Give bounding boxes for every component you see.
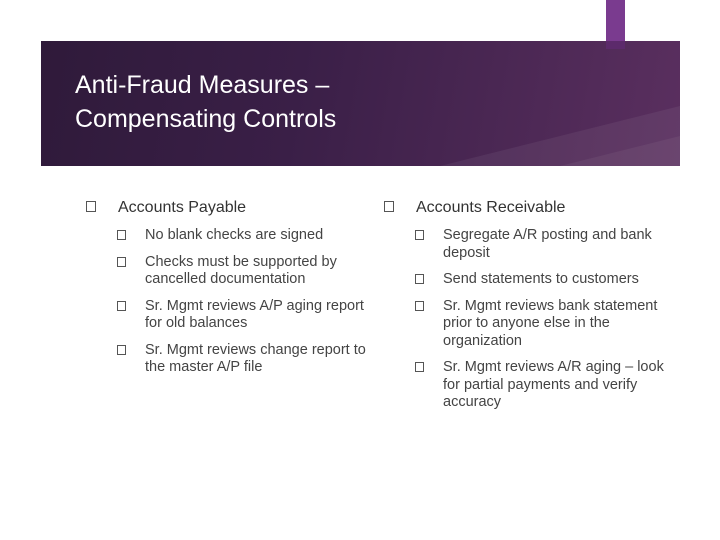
banner-decoration-inner [560, 136, 680, 166]
square-bullet-icon [415, 274, 424, 284]
slide-title-line2: Compensating Controls [75, 105, 337, 133]
list-item-text: No blank checks are signed [145, 227, 324, 243]
accent-bar [606, 0, 625, 41]
square-bullet-icon [415, 362, 424, 372]
list-item [86, 227, 366, 245]
square-bullet-icon [415, 301, 424, 311]
list-item-text: Sr. Mgmt reviews bank statement prior to anyone else in the organization [443, 297, 658, 349]
heading-label: Accounts Payable [118, 199, 247, 216]
list-item [86, 298, 366, 333]
list-item-text: Sr. Mgmt reviews A/R aging – look for partial payments and verify accuracy [443, 359, 664, 410]
column-heading [86, 197, 366, 219]
list-item [384, 298, 674, 351]
square-bullet-icon [384, 201, 394, 212]
square-bullet-icon [117, 301, 126, 311]
list-item-text: Sr. Mgmt reviews change report to the master A/P file [145, 341, 366, 375]
square-bullet-icon [117, 230, 126, 240]
slide-title-line1: Anti-Fraud Measures – [75, 71, 330, 99]
accounts-payable-column [86, 197, 366, 386]
accounts-receivable-column [384, 197, 674, 421]
slide-title [75, 68, 495, 136]
accent-bar-lower [606, 41, 625, 49]
list-item-text: Sr. Mgmt reviews A/P aging report for old balances [145, 297, 364, 331]
square-bullet-icon [86, 201, 96, 212]
list-item-text: Segregate A/R posting and bank deposit [443, 227, 652, 261]
list-item-text: Checks must be supported by cancelled documentation [145, 253, 337, 287]
list-item [384, 271, 674, 289]
list-item-text: Send statements to customers [443, 271, 639, 287]
square-bullet-icon [117, 257, 126, 267]
column-heading [384, 197, 674, 219]
list-item [86, 254, 366, 289]
list-item [86, 342, 366, 377]
square-bullet-icon [117, 345, 126, 355]
heading-label: Accounts Receivable [416, 199, 566, 216]
square-bullet-icon [415, 230, 424, 240]
list-item [384, 227, 674, 262]
list-item [384, 359, 674, 412]
